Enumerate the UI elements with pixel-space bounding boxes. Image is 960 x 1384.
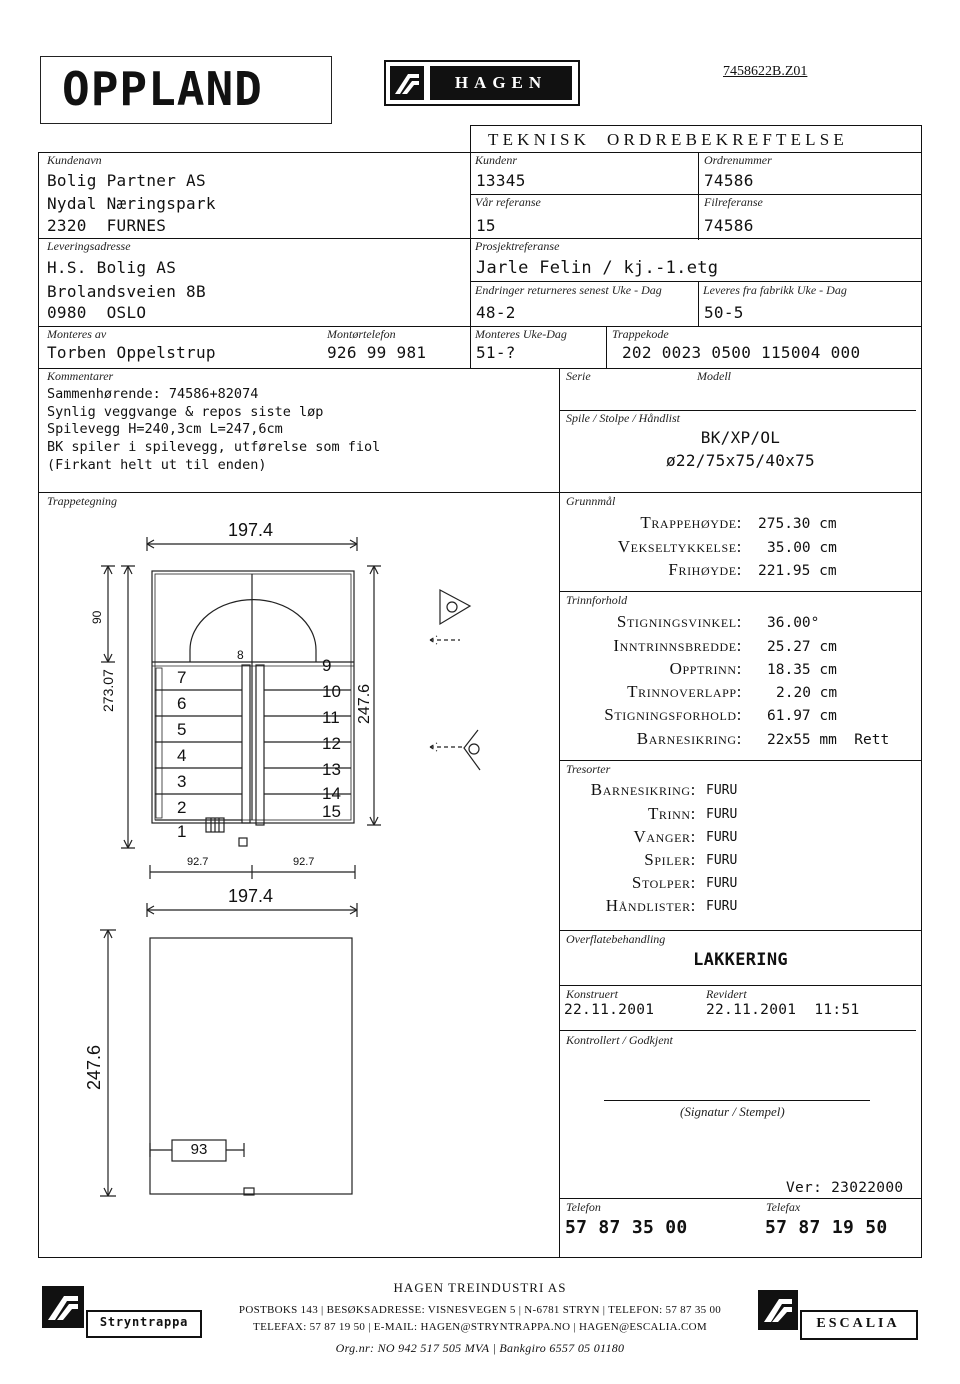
- install-week: 51-?: [476, 343, 516, 362]
- customer-address: Nydal Næringspark: [47, 194, 216, 213]
- hagen-logo-icon: [390, 66, 424, 100]
- stryntrappa-logo-text: Stryntrappa: [99, 1315, 189, 1329]
- footer-company: HAGEN TREINDUSTRI AS: [393, 1280, 567, 1295]
- escalia-logo-text: ESCALIA: [816, 1316, 900, 1331]
- factory-week: 50-5: [704, 303, 744, 322]
- comment-line: Sammenhørende: 74586+82074: [47, 386, 259, 402]
- wood-value: FURU: [706, 783, 738, 798]
- fax-label: Telefax: [766, 1200, 801, 1214]
- tread-key: Inntrinnsbredde:: [613, 636, 742, 655]
- tread-key: Opptrinn:: [669, 659, 742, 678]
- surface-label: Overflatebehandling: [566, 932, 666, 946]
- tread-key: Stigningsvinkel:: [616, 612, 742, 631]
- delivery-street: Brolandsveien 8B: [47, 282, 206, 301]
- wood-value: FURU: [706, 830, 738, 845]
- wood-key: Håndlister:: [605, 896, 696, 915]
- model-label: Modell: [697, 369, 731, 383]
- tread-label: Trinnforhold: [566, 593, 628, 607]
- dim-bottom: 197.4: [228, 886, 274, 906]
- footer-contact: TELEFAX: 57 87 19 50 | E-MAIL: HAGEN@STRYNTRAPPA.NO | HAGEN@ESCALIA.COM: [253, 1321, 707, 1333]
- delivery-label: Leveringsadresse: [47, 239, 131, 253]
- customer-no: 13345: [476, 171, 526, 190]
- wood-value: FURU: [706, 876, 738, 891]
- step-number: 6: [177, 694, 187, 713]
- delivery-name: H.S. Bolig AS: [47, 258, 177, 277]
- dim-box: 93: [190, 1141, 208, 1158]
- tread-key: Barnesikring:: [636, 729, 742, 748]
- balusters-label: Spile / Stolpe / Håndlist: [566, 411, 680, 425]
- document-title: TEKNISK ORDREBEKREFTELSE: [488, 130, 848, 149]
- customer-postal: 2320 FURNES: [47, 216, 167, 235]
- hagen-logo-text: HAGEN: [454, 73, 548, 92]
- dim-left-small: 90: [90, 610, 104, 624]
- step-number: 2: [177, 798, 187, 817]
- basic-value: 275.30 cm: [758, 516, 837, 532]
- phone-label: Telefon: [566, 1200, 601, 1214]
- stair-drawing: [60, 510, 500, 1210]
- dim-right: 247.6: [356, 683, 373, 724]
- tread-value: 22x55 mm Rett: [767, 732, 890, 748]
- tread-value: 25.27 cm: [767, 639, 837, 655]
- dim-seg2: 92.7: [293, 856, 315, 868]
- footer-org: Org.nr: NO 942 517 505 MVA | Bankgiro 6557 05 01180: [335, 1341, 625, 1355]
- stair-code-label: Trappekode: [612, 327, 669, 341]
- customer-name: Bolig Partner AS: [47, 171, 206, 190]
- step-number: 12: [322, 734, 341, 753]
- basic-key: Trappehøyde:: [640, 513, 742, 532]
- comment-line: (Firkant helt ut til enden): [47, 457, 267, 473]
- tread-value: 2.20 cm: [776, 685, 838, 701]
- hagen-logo: [384, 60, 580, 106]
- constructed-date: 22.11.2001: [564, 1002, 655, 1018]
- wood-key: Vanger:: [633, 827, 696, 846]
- tread-value: 36.00°: [767, 615, 820, 631]
- brand-title: OPPLAND: [62, 62, 263, 116]
- basic-value: 35.00 cm: [767, 540, 837, 556]
- installer-name: Torben Oppelstrup: [47, 343, 216, 362]
- project-ref: Jarle Felin / kj.-1.etg: [476, 258, 719, 278]
- customer-no-label: Kundenr: [475, 153, 517, 167]
- escalia-logo-icon: [758, 1290, 798, 1330]
- basic-key: Vekseltykkelse:: [617, 537, 742, 556]
- tread-value: 61.97 cm: [767, 708, 837, 724]
- installer-label: Monteres av: [47, 327, 107, 341]
- step-number: 5: [177, 720, 187, 739]
- order-no: 74586: [704, 171, 754, 190]
- installer-phone-label: Montørtelefon: [327, 327, 396, 341]
- document-reference: 7458622B.Z01: [723, 64, 808, 79]
- our-ref-label: Vår referanse: [475, 195, 541, 209]
- balusters-type: BK/XP/OL: [700, 428, 781, 447]
- surface-treatment: LAKKERING: [693, 950, 788, 970]
- version: Ver: 23022000: [786, 1180, 904, 1196]
- order-no-label: Ordrenummer: [704, 153, 772, 167]
- comment-line: Synlig veggvange & repos siste løp: [47, 404, 324, 420]
- tread-key: Trinnoverlapp:: [627, 682, 742, 701]
- dim-left: 273.07: [100, 669, 116, 712]
- signature-label: (Signatur / Stempel): [680, 1104, 785, 1119]
- delivery-postal: 0980 OSLO: [47, 303, 147, 322]
- step-number: 13: [322, 760, 341, 779]
- approved-label: Kontrollert / Godkjent: [566, 1033, 673, 1047]
- dim-top: 197.4: [228, 520, 274, 540]
- wood-key: Barnesikring:: [590, 780, 696, 799]
- basic-value: 221.95 cm: [758, 563, 837, 579]
- phone-number: 57 87 35 00: [565, 1217, 688, 1238]
- tread-key: Stigningsforhold:: [604, 705, 742, 724]
- basic-key: Frihøyde:: [668, 560, 742, 579]
- wood-value: FURU: [706, 807, 738, 822]
- step-number: 10: [322, 682, 341, 701]
- installer-phone: 926 99 981: [327, 343, 427, 362]
- revised-date: 22.11.2001 11:51: [706, 1002, 860, 1018]
- drawing-label: Trappetegning: [47, 494, 118, 508]
- customer-label: Kundenavn: [47, 153, 102, 167]
- branch-ref: 74586: [704, 216, 754, 235]
- wood-value: FURU: [706, 853, 738, 868]
- dim-seg1: 92.7: [187, 856, 209, 868]
- project-label: Prosjektreferanse: [475, 239, 560, 253]
- wood-value: FURU: [706, 899, 738, 914]
- wood-key: Stolper:: [631, 873, 696, 892]
- changes-week: 48-2: [476, 303, 516, 322]
- balusters-dimensions: ø22/75x75/40x75: [666, 451, 815, 470]
- tread-value: 18.35 cm: [767, 662, 837, 678]
- step-number: 11: [322, 708, 340, 727]
- stair-code: 202 0023 0500 115004 000: [622, 343, 861, 362]
- escalia-logo: [758, 1290, 918, 1340]
- step-number: 7: [177, 668, 187, 687]
- step-number: 9: [322, 656, 332, 675]
- step-number: 15: [322, 802, 341, 821]
- our-ref: 15: [476, 216, 496, 235]
- factory-label: Leveres fra fabrikk Uke - Dag: [703, 283, 847, 297]
- step-number: 3: [177, 772, 187, 791]
- wood-key: Spiler:: [644, 850, 696, 869]
- basic-label: Grunnmål: [566, 494, 616, 508]
- comments-label: Kommentarer: [47, 369, 114, 383]
- dim-wall-height: 247.6: [84, 1044, 104, 1090]
- step-number: 1: [177, 822, 187, 841]
- changes-label: Endringer returneres senest Uke - Dag: [475, 283, 662, 297]
- constructed-label: Konstruert: [566, 987, 619, 1001]
- revised-label: Revidert: [706, 987, 747, 1001]
- series-label: Serie: [566, 369, 591, 383]
- comment-line: BK spiler i spilevegg, utførelse som fiol: [47, 439, 381, 455]
- wood-key: Trinn:: [647, 804, 696, 823]
- step-number: 8: [237, 648, 244, 662]
- step-number: 14: [322, 784, 341, 803]
- branch-ref-label: Filreferanse: [704, 195, 763, 209]
- fax-number: 57 87 19 50: [765, 1217, 888, 1238]
- woods-label: Tresorter: [566, 762, 611, 776]
- step-number: 4: [177, 746, 187, 765]
- install-week-label: Monteres Uke-Dag: [475, 327, 567, 341]
- comment-line: Spilevegg H=240,3cm L=247,6cm: [47, 421, 283, 437]
- footer-address: POSTBOKS 143 | BESØKSADRESSE: VISNESVEGEN 5 | N-6781 STRYN | TELEFON: 57 87 35 00: [238, 1304, 722, 1316]
